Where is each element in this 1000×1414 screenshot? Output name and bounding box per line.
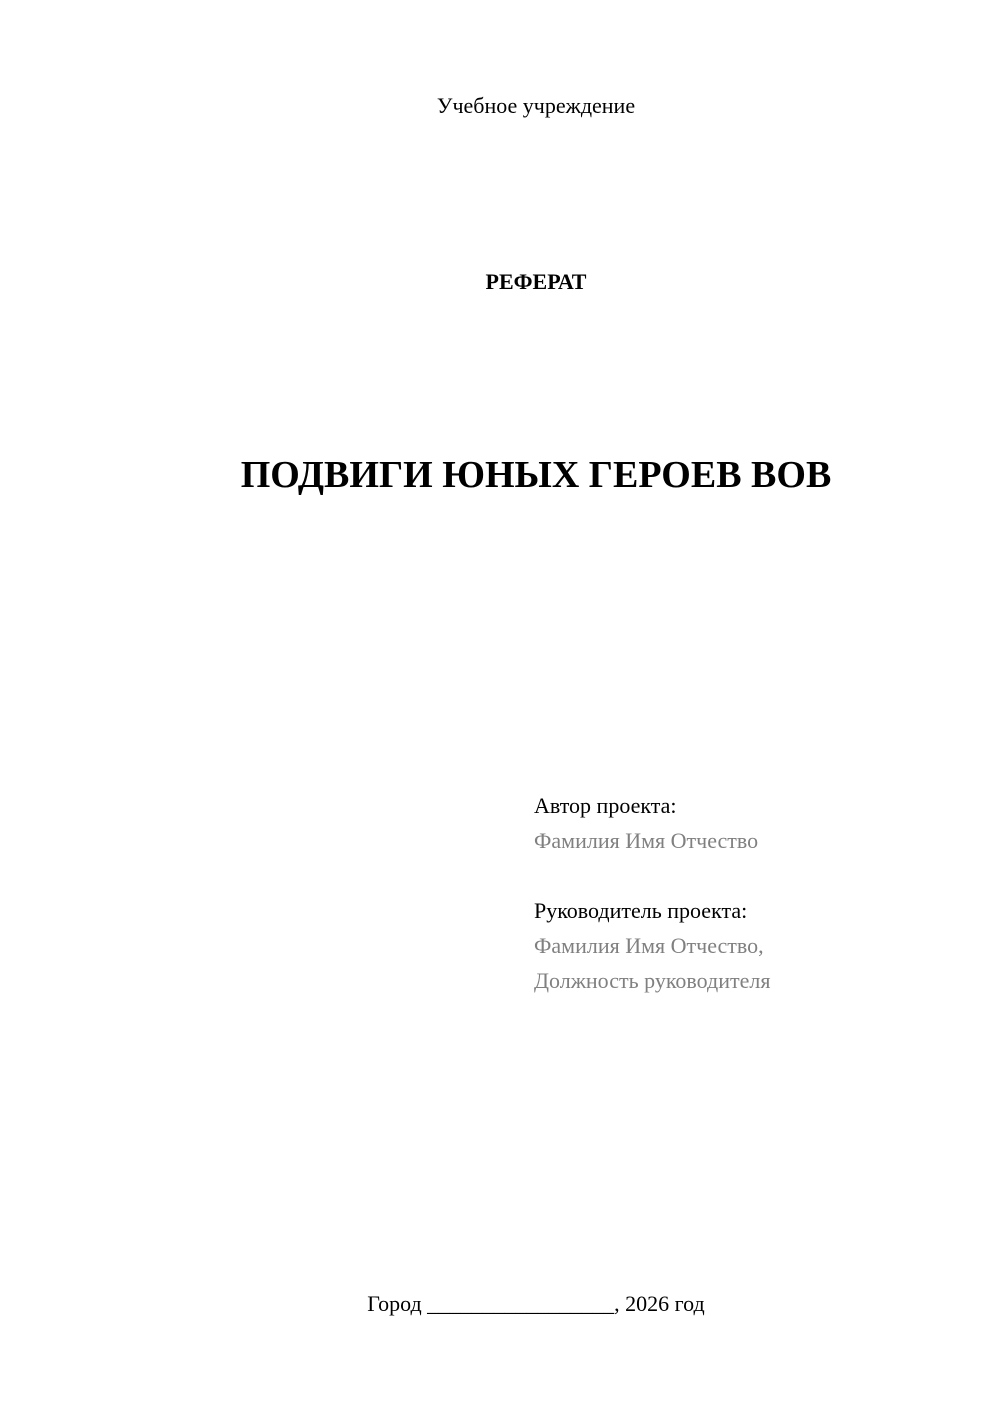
institution-name: Учебное учреждение	[436, 93, 636, 118]
info-spacer	[534, 858, 974, 893]
project-info-block	[534, 788, 974, 998]
document-title: ПОДВИГИ ЮНЫХ ГЕРОЕВ ВОВ	[240, 454, 832, 496]
supervisor-position-placeholder: Должность руководителя	[534, 968, 771, 993]
supervisor-label: Руководитель проекта:	[534, 898, 748, 923]
supervisor-name-placeholder: Фамилия Имя Отчество,	[534, 933, 764, 958]
author-name-placeholder: Фамилия Имя Отчество	[534, 828, 759, 853]
city-year-line: Город _________________, 2026 год	[367, 1291, 705, 1316]
author-label: Автор проекта:	[534, 793, 677, 818]
document-type: РЕФЕРАТ	[485, 269, 587, 294]
